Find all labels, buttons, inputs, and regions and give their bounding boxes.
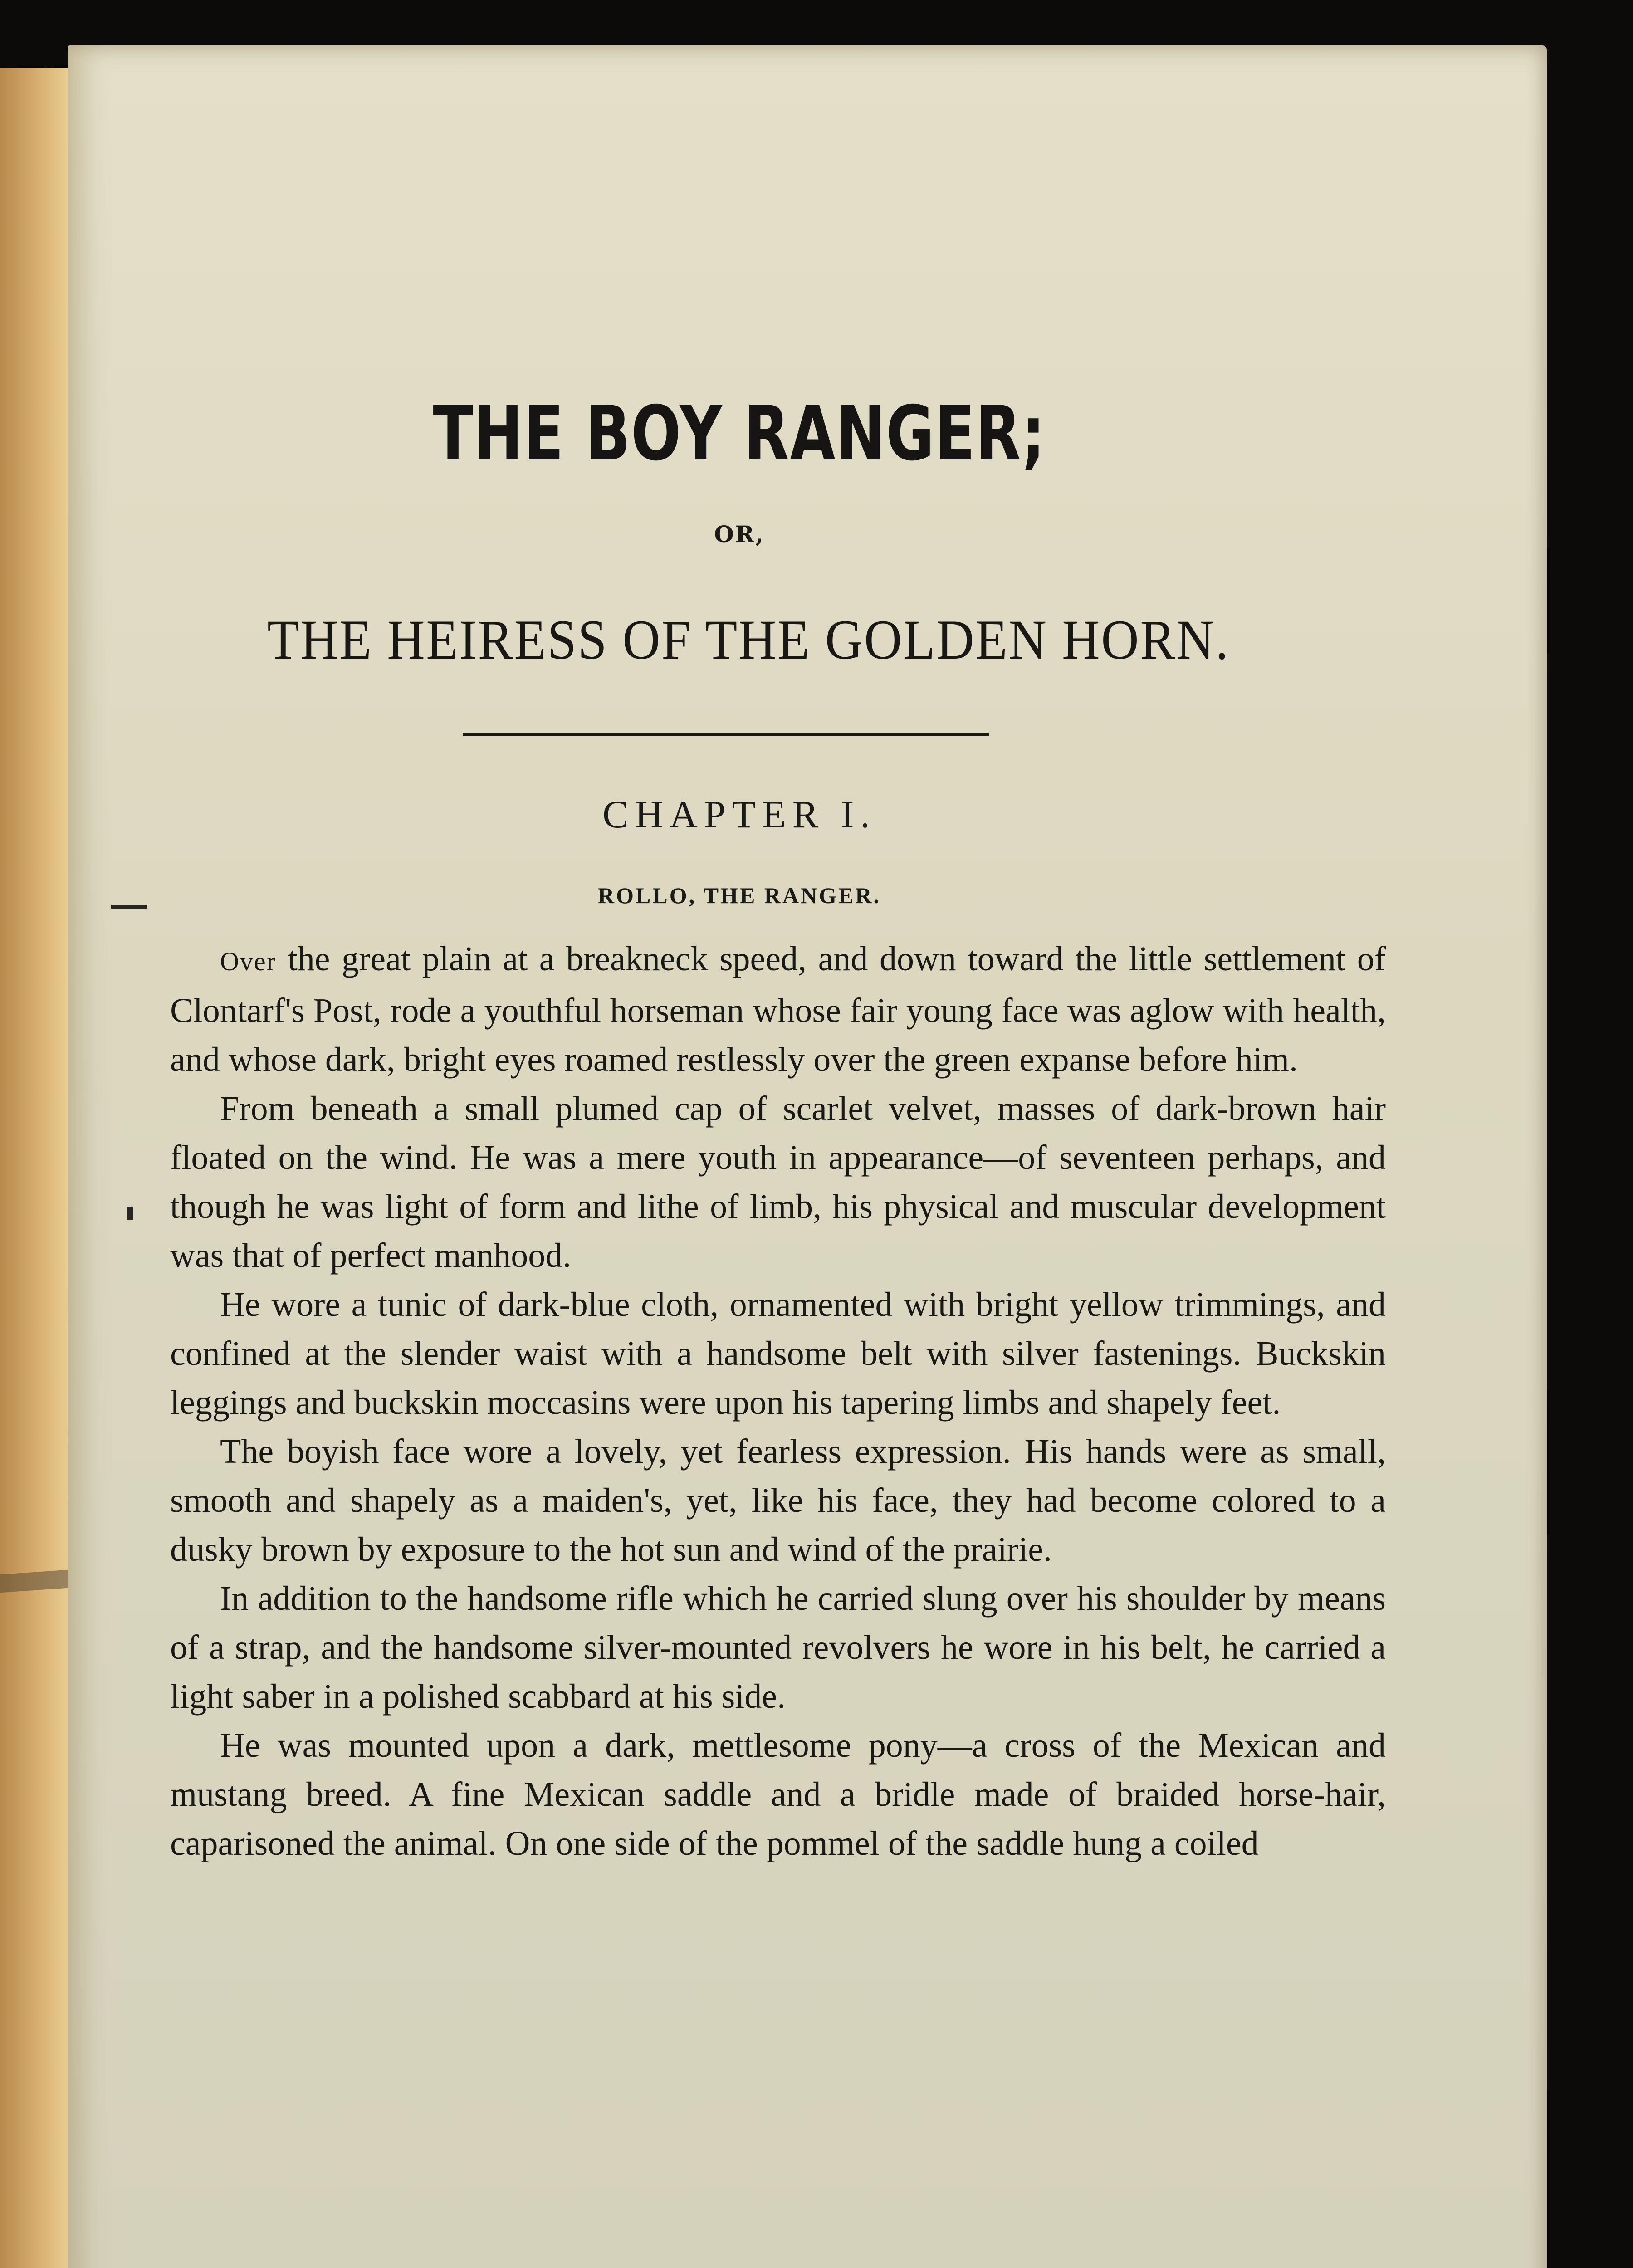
chapter-heading: CHAPTER I. xyxy=(602,792,876,836)
paragraph: In addition to the handsome rifle which he carried slung over his shoulder by means of a strap, and the handsome silver-mounted revolvers he wore in his belt, he carried a light saber in a polished scabbard at his side. xyxy=(170,1579,1386,1716)
paragraph: The boyish face wore a lovely, yet fearless expression. His hands were as small, smooth and shapely as a maiden's, yet, like his face, they had become colored to a dusky brown by exposure to the hot sun and wind of the prairie. xyxy=(170,1432,1386,1569)
paragraph-text: the great plain at a breakneck speed, and down toward the little settlement of Clontarf's Post, rode a youthful horseman whose fair young face was aglow with health, and whose dark, bright eyes roamed restlessly over the green expanse before him. xyxy=(170,940,1386,1079)
paragraph: From beneath a small plumed cap of scarlet velvet, masses of dark-brown hair floated on the wind. He was a mere youth in appearance—of seventeen perhaps, and though he was light of form and lithe of limb, his physical and muscular development was that of perfect manhood. xyxy=(170,1090,1386,1275)
title-conjunction: OR, xyxy=(714,521,765,547)
page-mark xyxy=(127,1207,133,1220)
paragraph: He wore a tunic of dark-blue cloth, ornamented with bright yellow trimmings, and confined at the slender waist with a handsome belt with silver fastenings. Buckskin leggings and buckskin moccasins were upon his tapering limbs and shapely feet. xyxy=(170,1286,1386,1422)
section-heading: ROLLO, THE RANGER. xyxy=(598,883,881,908)
book-subtitle: THE HEIRESS OF THE GOLDEN HORN. xyxy=(267,609,1230,671)
chapter-body xyxy=(170,934,1386,1868)
book-title: THE BOY RANGER; xyxy=(433,390,1046,478)
paragraph xyxy=(170,934,1386,1084)
title-divider xyxy=(463,733,989,736)
paragraph-dropcap: Over xyxy=(220,947,276,976)
paragraph: He was mounted upon a dark, mettlesome pony—a cross of the Mexican and mustang breed. A fine Mexican saddle and a bridle made of braided horse-hair, caparisoned the animal. On one side of the pommel of the saddle hung a coiled xyxy=(170,1726,1386,1862)
